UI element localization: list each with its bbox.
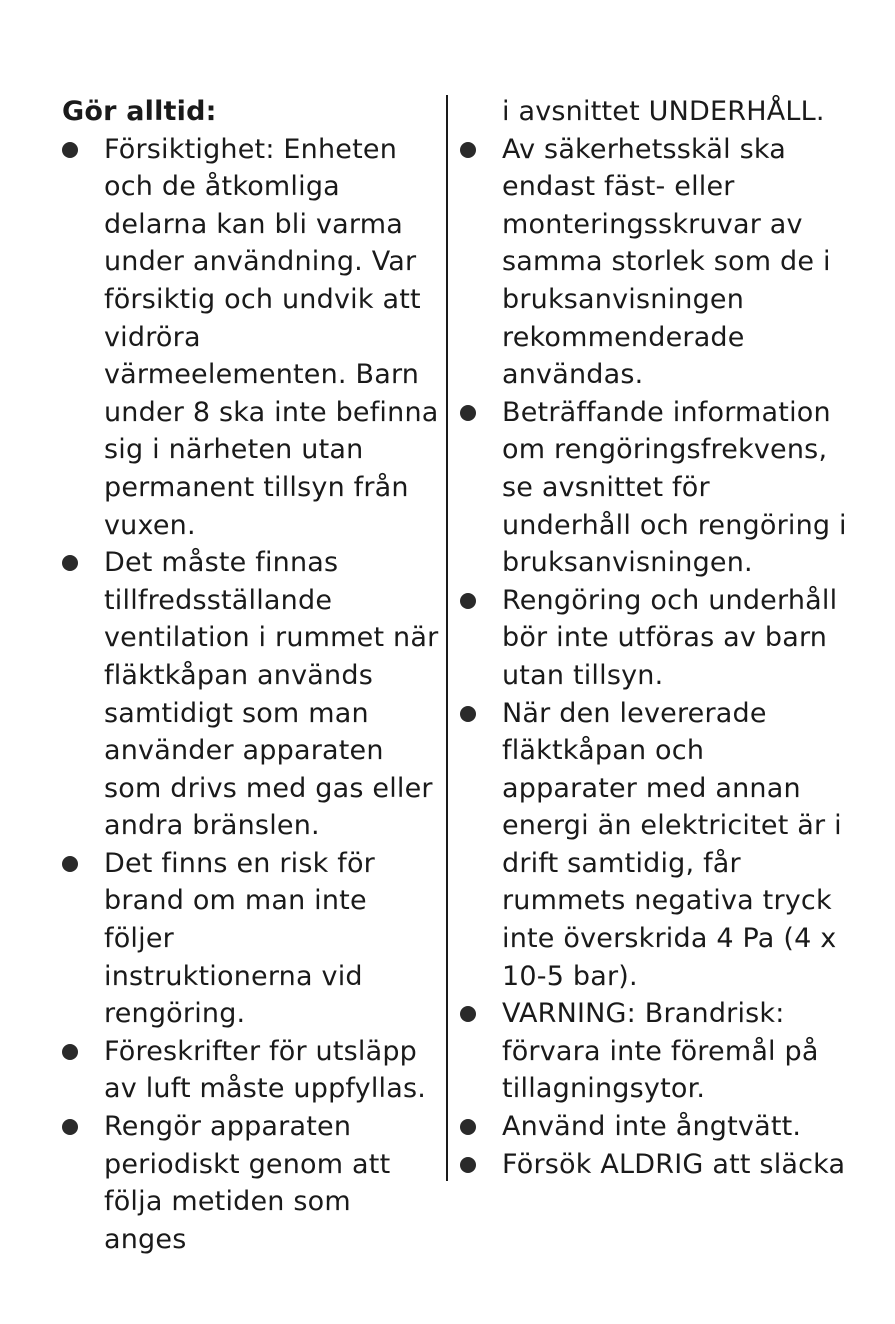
column-divider xyxy=(446,95,448,1181)
bullet-icon xyxy=(62,1119,78,1135)
bullet-icon xyxy=(62,1044,78,1060)
continued-text: i avsnittet UNDERHÅLL. xyxy=(502,96,825,127)
list-item-text: Försiktighet: Enheten och de åtkomliga delarna kan bli varma under användning. Var försiktig och undvik att vidröra värmeelementen. Barn under 8 ska inte befinna sig i närheten utan permanent tillsyn från vuxen. xyxy=(104,133,439,541)
list-item-text: Det måste finnas tillfredsställande ventilation i rummet när fläktkåpan används samtidigt som man använder apparaten som drivs med gas eller andra bränslen. xyxy=(104,547,439,842)
bullet-icon xyxy=(460,706,476,722)
bullet-icon xyxy=(460,405,476,421)
list-item-text: Försök ALDRIG att släcka xyxy=(502,1148,846,1180)
bullet-icon xyxy=(62,555,78,571)
bullet-icon xyxy=(62,142,78,158)
list-item xyxy=(460,1108,880,1146)
right-column xyxy=(460,93,880,1183)
bullet-icon xyxy=(460,1006,476,1022)
list-item-text: VARNING: Brandrisk: förvara inte föremål på tillagningsytor. xyxy=(502,998,819,1105)
bullet-icon xyxy=(460,1119,476,1135)
list-item-text: När den levererade fläktkåpan och apparater med annan energi än elektricitet är i drift samtidig, får rummets negativa tryck inte överskrida 4 Pa (4 x 10-5 bar). xyxy=(502,697,842,992)
list-item xyxy=(460,131,880,394)
list-item xyxy=(460,394,880,582)
bullet-icon xyxy=(460,593,476,609)
bullet-icon xyxy=(460,1157,476,1173)
list-item-text: Föreskrifter för utsläpp av luft måste uppfyllas. xyxy=(104,1035,427,1105)
list-item xyxy=(460,995,880,1108)
list-item-text: Använd inte ångtvätt. xyxy=(502,1111,802,1143)
list-item xyxy=(62,1033,442,1108)
list-item xyxy=(460,1146,880,1184)
list-item-text: Beträffande information om rengöringsfrekvens, se avsnittet för underhåll och rengöring i bruksanvisningen. xyxy=(502,396,847,579)
list-item xyxy=(460,695,880,996)
list-item xyxy=(460,582,880,695)
list-item xyxy=(62,845,442,1033)
list-item xyxy=(62,131,442,545)
list-item-text: Av säkerhetsskäl ska endast fäst- eller monteringsskruvar av samma storlek som de i bruksanvisningen rekommenderade användas. xyxy=(502,133,831,391)
list-item xyxy=(62,1108,442,1258)
bullet-icon xyxy=(460,142,476,158)
section-heading: Gör alltid: xyxy=(62,96,217,127)
list-item-text: Det finns en risk för brand om man inte följer instruktionerna vid rengöring. xyxy=(104,847,375,1030)
list-item-text: Rengöring och underhåll bör inte utföras av barn utan tillsyn. xyxy=(502,584,838,691)
left-column xyxy=(62,93,442,1258)
bullet-icon xyxy=(62,856,78,872)
list-item-text: Rengör apparaten periodiskt genom att följa metiden som anges xyxy=(104,1111,391,1255)
list-item xyxy=(62,544,442,845)
